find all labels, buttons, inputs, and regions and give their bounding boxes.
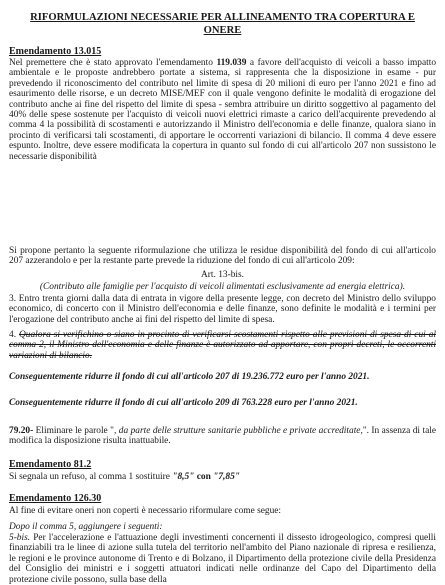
document-title [20,12,425,37]
para1-text-b: a favore dell'acquisto di veicoli a basso impatto ambientale e le proposte andrebbero portate a sistema, si rappresenta che la disposizione in esame - pur prevedendo il riconoscimento del contributo nel limite di spesa di 20 milioni di euro per l'anno 2021 e fino ad esaurimento delle risorse, e un decreto MISE/MEF con il quale vengono definite le modalità di erogazione del contributo anche ai fine del rispetto del limite di spesa - sembra attribuire un diritto soggettivo al pagamento del 40% delle spese sostenute per l'acquisto di veicoli nuovi elettrici rimaste a carico dell'acquirente prevedendo al comma 4 la possibilità di scostamenti e autorizzando il Ministro dell'economia e delle finanze, qualora siano in procinto di verificarsi tali scostamenti, di apportare le occorrenti variazioni di bilancio. Il comma 4 deve essere espunto. Inoltre, deve essere modificata la copertura in quanto sul fondo di cui all'articolo 207 non sussistono le necessarie disponibilità [9,58,437,162]
em13015-paragraph-2: Si propone pertanto la seguente riformulazione che utilizza le residue disponibilità del fondo di cui all'articolo 207 azzerandolo e per la restante parte prevede la riduzione del fondo di cui all'articolo 209: [9,246,436,267]
heading-em12630: Emendamento 126.30 [9,493,102,504]
em7920-paragraph [9,426,436,447]
consequently-209: Conseguentemente ridurre il fondo di cui all'articolo 209 di 763.228 euro per l'anno 2021. [9,398,358,408]
em812-value-from: "8,5" [172,472,195,482]
em12630-5bis [9,533,436,585]
title-line-1: RIFORMULAZIONI NECESSARIE PER ALLINEAMENTO TRA COPERTURA E [30,12,415,23]
para1-text-a: Nel premettere che è stato approvato l'emendamento [9,58,213,68]
em7920-text-b: ". In assenza di tale modifica la disposizione risulta inattuabile. [9,426,437,447]
em12630-5bis-text: Per l'accelerazione e l'attuazione degli investimenti concernenti il dissesto idrogeologico, compresi quelli finanziabili tra le linee di azione sulla tutela del territorio nell'ambito del Piano nazionale di ripresa e resilienza, le regioni e le province autonome di Trento e di Bolzano, il Dipartimento della protezione civile della Presidenza del Consiglio dei ministri e i soggetti attuatori indicati nelle ordinanze del Capo del Dipartimento della protezione civile possono, sulla base della [9,533,436,585]
em812-text [9,472,436,482]
point-4-number: 4. [9,330,17,340]
em812-text-a: Si segnala un refuso, al comma 1 sostituire [9,472,170,482]
point-4 [9,330,436,361]
title-line-2: ONERE [203,24,242,36]
em7920-label: 79.20- [9,426,34,436]
article-label: Art. 13-bis. [201,270,244,280]
em812-con: con [196,472,211,482]
em7920-text-a: Eliminare le parole " [35,426,114,436]
point-3: 3. Entro trenta giorni dalla data di entrata in vigore della presente legge, con decreto del Ministro dello sviluppo economico, di concerto con il Ministro dell'economia e delle finanze, sono definite le modalità e i termini per l'erogazione del contributo anche ai fini del rispetto del limite di spesa. [9,294,436,325]
em12630-5bis-label: 5-bis. [9,533,31,543]
em13015-paragraph-1 [9,58,436,162]
em12630-intro: Dopo il comma 5, aggiungere i seguenti: [9,522,163,532]
point-4-struck-text: Qualora si verifichino o siano in procinto di verificarsi scostamenti rispetto alle previsioni di spesa di cui al comma 2, il Ministro dell'economia e delle finanze è autorizzato ad apportare, con propri decreti, le occorrenti variazioni di bilancio. [9,330,437,361]
para1-number: 119.039 [216,58,247,68]
em812-value-to: "7,85" [213,472,240,482]
heading-em13015: Emendamento 13.015 [9,46,102,57]
article-subtitle: (Contributo alle famiglie per l'acquisto di veicoli alimentati esclusivamente ad energia elettrica). [39,282,406,292]
em12630-text: Al fine di evitare oneri non coperti è necessario riformulare come segue: [9,506,282,516]
consequently-207: Conseguentemente ridurre il fondo di cui all'articolo 207 di 19.236.772 euro per l'anno 2021. [9,372,370,382]
heading-em812: Emendamento 81.2 [9,459,92,470]
em7920-quote: , da parte delle strutture sanitarie pubbliche e private accreditate, [113,426,363,436]
